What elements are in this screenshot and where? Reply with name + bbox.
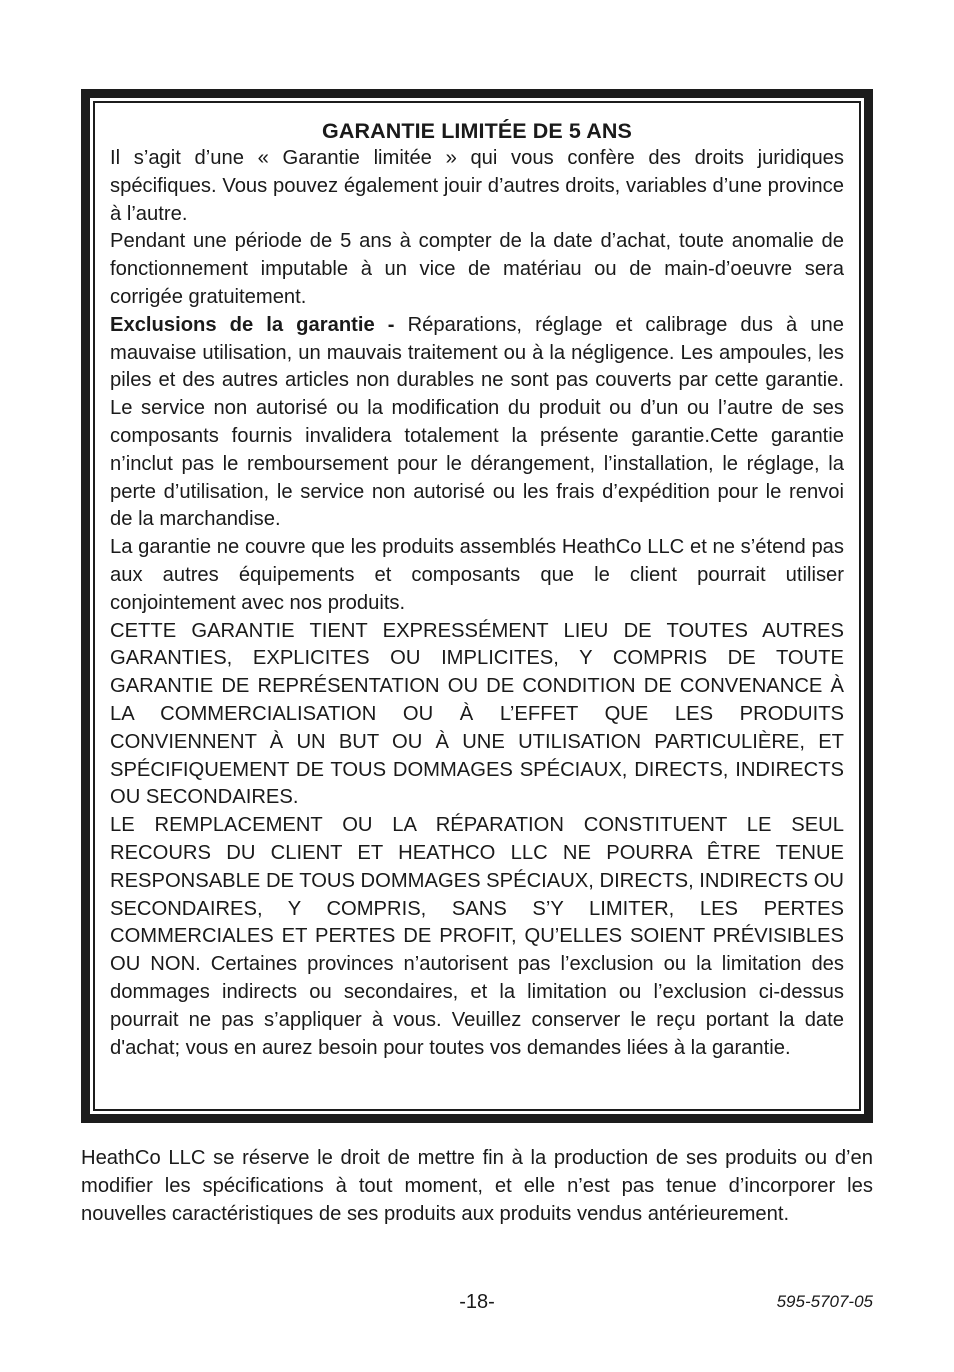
- exclusions-label: Exclusions de la garantie -: [110, 313, 395, 336]
- exclusions-text: Réparations, réglage et calibrage dus à une mauvaise utilisation, un mauvais traitement ou à la négligence. Les ampoules, les piles et des autres articles non durables ne sont pas couverts par cette garantie. Le service non autorisé ou la modification du produit ou d’un ou l’autre de ses composants fournis invalidera totalement la présente garantie.Cette garantie n’inclut pas le remboursement pour le dérangement, l’installation, le réglage, la perte d’utilisation, le service non autorisé ou les frais d’expédition pour le renvoi de la marchandise.: [110, 313, 844, 531]
- warranty-paragraph-period: Pendant une période de 5 ans à compter de la date d’achat, toute anomalie de fonctionnement imputable à un vice de matériau ou de main-d’oeuvre sera corrigée gratuitement.: [110, 230, 844, 308]
- warranty-paragraph-remedy: LE REMPLACEMENT OU LA RÉPARATION CONSTITUENT LE SEUL RECOURS DU CLIENT ET HEATHCO LLC NE POURRA ÊTRE TENUE RESPONSABLE DE TOUS DOMMAGES SPÉCIAUX, DIRECTS, INDIRECTS OU SECONDAIRES, Y COMPRIS, SANS S’Y LIMITER, LES PERTES COMMERCIALES ET PERTES DE PROFIT, QU’ELLES SOIENT PRÉVISIBLES OU NON. Certaines provinces n’autorisent pas l’exclusion ou la limitation des dommages indirects ou secondaires, et la limitation ou l’exclusion ci-dessus pourrait ne pas s’appliquer à vous. Veuillez conserver le reçu portant la date d'achat; vous en aurez besoin pour toutes vos demandes liées à la garantie.: [110, 814, 844, 1059]
- document-number: 595-5707-05: [776, 1292, 873, 1311]
- page-number: -18-: [459, 1291, 495, 1313]
- warranty-box: [81, 89, 873, 1123]
- footer-note: HeathCo LLC se réserve le droit de mettre fin à la production de ses produits ou d’en modifier les spécifications à tout moment, et elle n’est pas tenue d’incorporer les nouvelles caractéristiques de ses produits aux produits vendus antérieurement.: [81, 1147, 873, 1225]
- warranty-paragraph-exclusions: [110, 312, 844, 534]
- warranty-paragraph-disclaimer: CETTE GARANTIE TIENT EXPRESSÉMENT LIEU DE TOUTES AUTRES GARANTIES, EXPLICITES OU IMPLICITES, Y COMPRIS DE TOUTE GARANTIE DE REPRÉSENTATION OU DE CONDITION DE CONVENANCE À LA COMMERCIALISATION OU À L’EFFET QUE LES PRODUITS CONVIENNENT À UN BUT OU À UNE UTILISATION PARTICULIÈRE, ET SPÉCIFIQUEMENT DE TOUS DOMMAGES SPÉCIAUX, DIRECTS, INDIRECTS OU SECONDAIRES.: [110, 619, 844, 809]
- warranty-content: [93, 101, 861, 1111]
- warranty-title: GARANTIE LIMITÉE DE 5 ANS: [322, 119, 632, 143]
- warranty-paragraph-intro: Il s’agit d’une « Garantie limitée » qui vous confère des droits juridiques spécifiques. Vous pouvez également jouir d’autres droits, variables d’une province à l’autre.: [110, 147, 844, 225]
- warranty-box-inner: [90, 98, 864, 1114]
- warranty-paragraph-coverage: La garantie ne couvre que les produits assemblés HeathCo LLC et ne s’étend pas aux autres équipements et composants que le client pourrait utiliser conjointement avec nos produits.: [110, 536, 844, 614]
